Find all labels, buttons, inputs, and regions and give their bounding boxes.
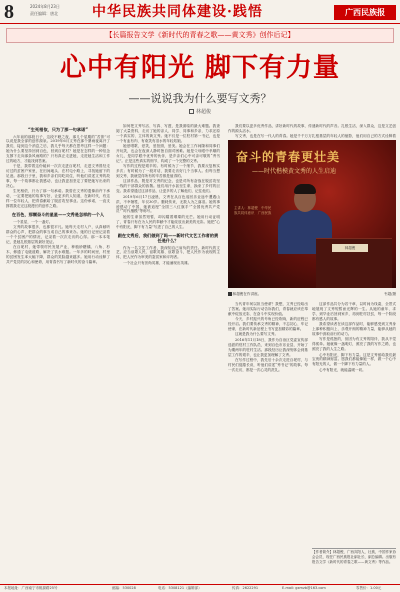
paragraph: 心中有阳光，就能温暖一切。	[319, 367, 366, 372]
footer-postcode: 邮编：530028	[112, 586, 136, 590]
paragraph: 当代青年何以担当使命？我想，文秀已经给出了答案。她用实际行动告诉我们，青春就应该在奉献中绽放光彩，在奋斗中实现价值。	[228, 302, 308, 316]
paragraph: 作为一名文艺工作者，我深知自己肩负的责任。新时代的文艺，应当讴歌人民、讴歌英雄、讴歌奋斗，把人民作为表现的主体，把人民作为审美的鉴赏家和评判者。	[116, 245, 220, 260]
paragraph: 这就是我为什么要写文秀。	[235, 332, 279, 337]
page-header	[0, 0, 400, 24]
headline: 心中有阳光 脚下有力量	[59, 53, 341, 83]
paragraph: 文秀的故事很多，也都很平凡。她每天走村入户，认真倾听群众的心声，把群众的事当成自己的事来办。她的日记里记录着一个个贫困户的情况，记录着一次次走访的心得。那一本本笔记，是她扎根基层的最好见证。	[6, 225, 110, 244]
section-heading: “生死相依，只为了那一句承诺”	[28, 127, 88, 132]
section-heading: 跟在文秀后，我们做到了吗——新时代文艺工作者的责任是什么？	[117, 232, 219, 244]
article-column-3-top	[228, 124, 396, 138]
footer-address: 本报地址：广西南宁市桃源路25号	[4, 586, 58, 590]
paragraph: 六年前的那段日子，这段不眠之夜，那几个星期的“苦旅”可以说是我全部的创作源泉。2019年6月文秀在那个暴雨夜离开了我们，接到这个消息之后，我几乎每天都在思考这样一个问题：她为什么要坚持回到百色，回到百坭村？她是在怎样的一种信念支撑下走向那条风雨路的？只有真正走进她，走进她生活和工作过的地方，才能找到答案。	[6, 134, 110, 164]
page-footer	[0, 584, 400, 592]
article-column-1	[6, 124, 110, 580]
subheadline: ——说说我为什么要写文秀？	[128, 92, 272, 105]
paragraph: 一个社会只有崇尚英雄，才能涌现出英雄。	[123, 260, 192, 265]
paragraph: 写作的过程是艰辛的。有时候为了一个细节，我要反复核实多次；有时候为了一段对话，我要走访好几个当事人。但每当想到文秀，我就觉得所有的辛苦都是值得的。	[116, 164, 220, 179]
paragraph: 一个星星，一个一盏灯。	[13, 219, 53, 224]
paper-name-badge: 广西民族报	[334, 5, 396, 20]
paragraph: 写文秀，也是在写一代人的青春。她是千千万万扎根基层的年轻人的缩影，他们用自己的方式诠释着	[235, 134, 396, 138]
article-column-3	[228, 302, 308, 580]
footer-fax: 传真：2622291	[232, 586, 259, 590]
section-heading: 在百色，那颗奋斗的星星——文秀是怎样的一个人	[11, 212, 105, 218]
lecture-photo	[228, 140, 396, 288]
responsible-editor: 责任编辑：唐北	[30, 11, 58, 16]
paragraph: 生死相依，只为了那一句承诺。我曾在文秀的遗像前许下承诺，一定要把她的故事写好，让更多的人知道，在新时代，有这样一位年轻人，把青春献给了脱贫攻坚事业。这份承诺，一直支撑着我走完这段漫长的创作之路。	[6, 189, 110, 209]
author-bio: 【作者简介】林超俊，广西宾阳人，壮族，中国作家协会会员，现任广西民族报社副社长、副总编辑。出版有报告文学《新时代的青春之歌——黄文秀》等作品。	[312, 550, 396, 564]
page-number: 8	[4, 1, 14, 23]
footer-email: E-mail: gxmzb@163.com	[282, 586, 326, 590]
footer-phone: 电话：5308121（编辑部）	[158, 586, 202, 590]
paragraph: 2016年11月18日，我作为自治区党委宣传部选派的驻村工作队员，来到百色市乐业县，开始了为期两年的驻村生活。那段经历让我深刻体会到基层工作的艰辛，也让我更加理解了文秀。	[228, 337, 308, 357]
name-plate: 林超俊	[332, 244, 368, 252]
screen-title: 奋斗的青春更壮美	[236, 150, 341, 164]
paragraph: 在百坭村，她带领村民发展产业，种植砂糖橘、八角、杉木，修通了屯级道路，解决了饮水难题。一年多的时间里，村里的贫困发生率大幅下降，群众的笑脸越来越多。她用行动诠释了共产党员的初心和使命，用青春书写了新时代的奋斗篇章。	[6, 245, 110, 264]
article-column-4	[312, 302, 396, 544]
paragraph: 心中有阳光，脚下有力量。这是文秀留给我们最宝贵的精神财富。愿我们都能像她一样，做一个心中有阳光的人，做一个脚下有力量的人。	[312, 352, 396, 367]
byline	[0, 109, 400, 116]
screen-side-text: 主讲人：林超俊 中华民族共同体意识 广西民族	[234, 206, 272, 215]
paragraph: 这部作品，既是对文秀的纪念，也是对所有奋战在脱贫攻坚一线的干部群众的致敬。他们用汗水甚至生命，换来了乡村的巨变。我希望通过这部作品，让更多的人了解他们，记住他们。	[116, 179, 220, 194]
paragraph: 这部作品共分为若干章，以时间为线索，全景式地展现了文秀短暂而光辉的一生。从她的童年、求学，到毕业后回到家乡，再到驻村扶贫，每一个阶段都有感人的故事。	[312, 302, 396, 321]
photo-caption	[228, 292, 396, 297]
issue-date: 2024年8月23日	[30, 4, 60, 9]
paragraph: 2019年6月17日凌晨，文秀在从百色返回乐业途中遭遇山洪，不幸牺牲，年仅30岁。噩耗传来，无数人为之落泪。她的事迹感动了中国，她被追授“全国三八红旗手”“全国优秀共产党员”“时代楷模”等称号。	[116, 194, 220, 214]
paragraph: 我们要以更多优秀作品，讲好新时代的故事，传递新时代的声音。扎根生活，深入群众，这是文艺创作的源头活水。	[228, 124, 396, 133]
paragraph: 如何把文秀写活、写真、写透，是我面临的最大难题。我查阅了大量资料，走访了她的亲人、同学、同事和乡亲，力求还原一个真实的、立体的黄文秀。她不仅是一位驻村第一书记，也是一个有血有肉、有欢笑有泪水的年轻姑娘。	[116, 124, 220, 143]
footer-price: 零售价：1.00元	[356, 586, 382, 590]
author-box-icon	[189, 109, 194, 114]
article-column-2	[116, 124, 220, 580]
photo-credit: 韦超/摄	[384, 292, 396, 296]
paragraph: 写作是孤独的，但因为有文秀的陪伴，我从不觉得孤单。她就像一盏明灯，照亮了我的写作之路，也照亮了我的人生之路。	[312, 337, 396, 352]
paragraph: 于是，我带着这份疑问一次次走进百坭村，走进文秀曾经走访过的贫困户家里，在田间地头、在村屯小路上，寻找她留下的足迹。那段日子里，我和乡亲们同吃同住，听他们讲述文秀的故事，每一个故事都让我感动，也让我更加坚定了要把她写出来的决心。	[6, 164, 110, 189]
author-name: 林超俊	[195, 109, 211, 115]
paragraph: 在写作过程中，我先后十余次走进百坭村，与村民们促膝长谈，听他们讲述“秀书记”的故事。每一次走访，都是一次心灵的洗礼。	[228, 357, 308, 372]
caption-marker-icon	[228, 292, 232, 296]
paragraph: 她爱唱歌，爱笑，爱拍照，爱美。她会在工作间隙和同事们开玩笑，也会在夜深人静时独自面对困难。她是父母眼中孝顺的女儿，是同学眼中优秀的伙伴，是乡亲们心中可亲可敬的“秀书记”。正是这些真实的细节，构成了一个完整的文秀。	[116, 144, 220, 163]
paragraph: 今天，乡村振兴的号角已经吹响，新的征程已经开启。我们要传承文秀的精神，不忘初心、牢记使命，在新时代新征程上书写更加精彩的篇章。	[228, 317, 308, 332]
speaker-hair	[294, 184, 316, 194]
caption-text: 林超俊在作讲座。	[232, 292, 262, 296]
section-masthead: 中华民族共同体建设·践悟	[92, 4, 263, 20]
series-banner: 【长篇报告文学《新时代的青春之歌——黄文秀》创作后记】	[6, 28, 394, 43]
paragraph: 我希望读者在读这部作品时，能够感受到文秀身上那种积极向上、乐观开朗的精神力量，能够从她的故事中汲取前行的动力。	[312, 322, 396, 336]
paragraph: 她的生命虽然短暂，却闪耀着璀璨的光芒。她用行动证明了，青春只有在为人民的奉献中才能绽放出最美的光彩。她把“心中有阳光，脚下有力量”写进了自己的人生。	[116, 214, 220, 229]
screen-subtitle: ——时代楷模黄文秀的人生启迪	[252, 168, 337, 175]
